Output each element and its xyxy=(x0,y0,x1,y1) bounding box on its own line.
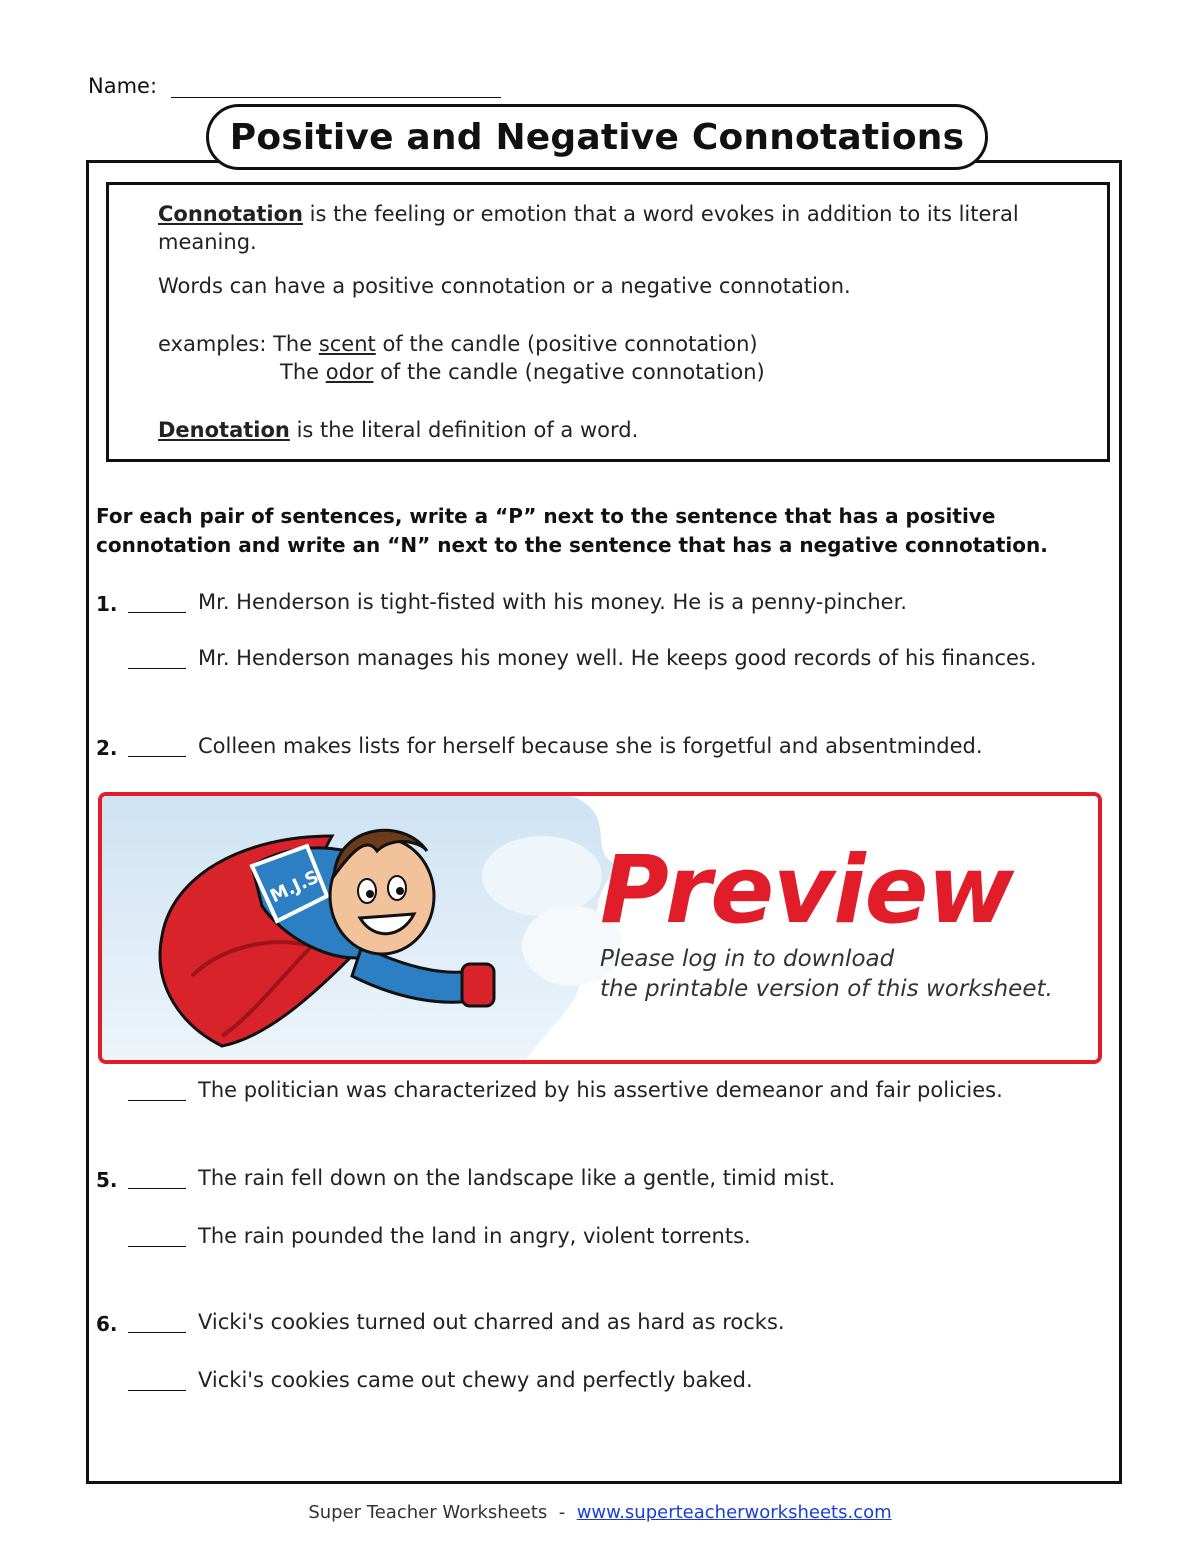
sentence: The rain pounded the land in angry, violent torrents. xyxy=(198,1224,751,1248)
sentence: Mr. Henderson manages his money well. He keeps good records of his finances. xyxy=(198,646,1037,670)
preview-title: Preview xyxy=(600,836,1014,945)
answer-blank[interactable] xyxy=(128,1170,186,1189)
footer-link[interactable]: www.superteacherworksheets.com xyxy=(576,1502,892,1523)
answer-blank[interactable] xyxy=(128,738,186,757)
footer-site-name: Super Teacher Worksheets - xyxy=(308,1502,577,1523)
example-2: The odor of the candle (negative connotation) xyxy=(280,360,765,384)
sentence: Colleen makes lists for herself because she is forgetful and absentminded. xyxy=(198,734,983,758)
hero-fist-icon xyxy=(462,964,494,1006)
question-number: 5. xyxy=(96,1168,118,1192)
sentence: The rain fell down on the landscape like a gentle, timid mist. xyxy=(198,1166,836,1190)
question-number: 1. xyxy=(96,592,118,616)
sentence: Vicki's cookies turned out charred and as hard as rocks. xyxy=(198,1310,785,1334)
sentence: Mr. Henderson is tight-fisted with his money. He is a penny-pincher. xyxy=(198,590,907,614)
connotation-definition-cont: meaning. xyxy=(158,230,257,254)
name-blank-line[interactable] xyxy=(171,77,501,98)
name-field-row xyxy=(88,74,501,98)
preview-login-message[interactable]: Please log in to download the printable version of this worksheet. xyxy=(600,946,1053,1002)
words-can-have-line: Words can have a positive connotation or a negative connotation. xyxy=(158,274,851,298)
denotation-definition: Denotation is the literal definition of a word. xyxy=(158,418,639,442)
answer-blank[interactable] xyxy=(128,1314,186,1333)
sentence: The politician was characterized by his assertive demeanor and fair policies. xyxy=(198,1078,1003,1102)
answer-blank[interactable] xyxy=(128,1082,186,1101)
question-number: 6. xyxy=(96,1312,118,1336)
sentence: Vicki's cookies came out chewy and perfectly baked. xyxy=(198,1368,753,1392)
footer xyxy=(0,1502,1200,1523)
answer-blank[interactable] xyxy=(128,594,186,613)
page-title: Positive and Negative Connotations xyxy=(229,116,965,158)
example-word-odor: odor xyxy=(325,360,374,384)
denotation-term: Denotation xyxy=(158,418,290,442)
answer-blank[interactable] xyxy=(128,1228,186,1247)
instructions: For each pair of sentences, write a “P” next to the sentence that has a positive connotation and write an “N” next to the sentence that has a negative connotation. xyxy=(96,504,1048,557)
example-word-scent: scent xyxy=(318,332,376,356)
answer-blank[interactable] xyxy=(128,1372,186,1391)
svg-text:M.J.S: M.J.S xyxy=(266,866,323,908)
page-title-banner xyxy=(206,104,988,170)
connotation-term: Connotation xyxy=(158,202,303,226)
name-label: Name: xyxy=(88,74,158,98)
answer-blank[interactable] xyxy=(128,650,186,669)
example-1: examples: The scent of the candle (positive connotation) xyxy=(158,332,758,356)
question-number: 2. xyxy=(96,736,118,760)
connotation-definition: Connotation is the feeling or emotion that a word evokes in addition to its literal xyxy=(158,202,1019,226)
